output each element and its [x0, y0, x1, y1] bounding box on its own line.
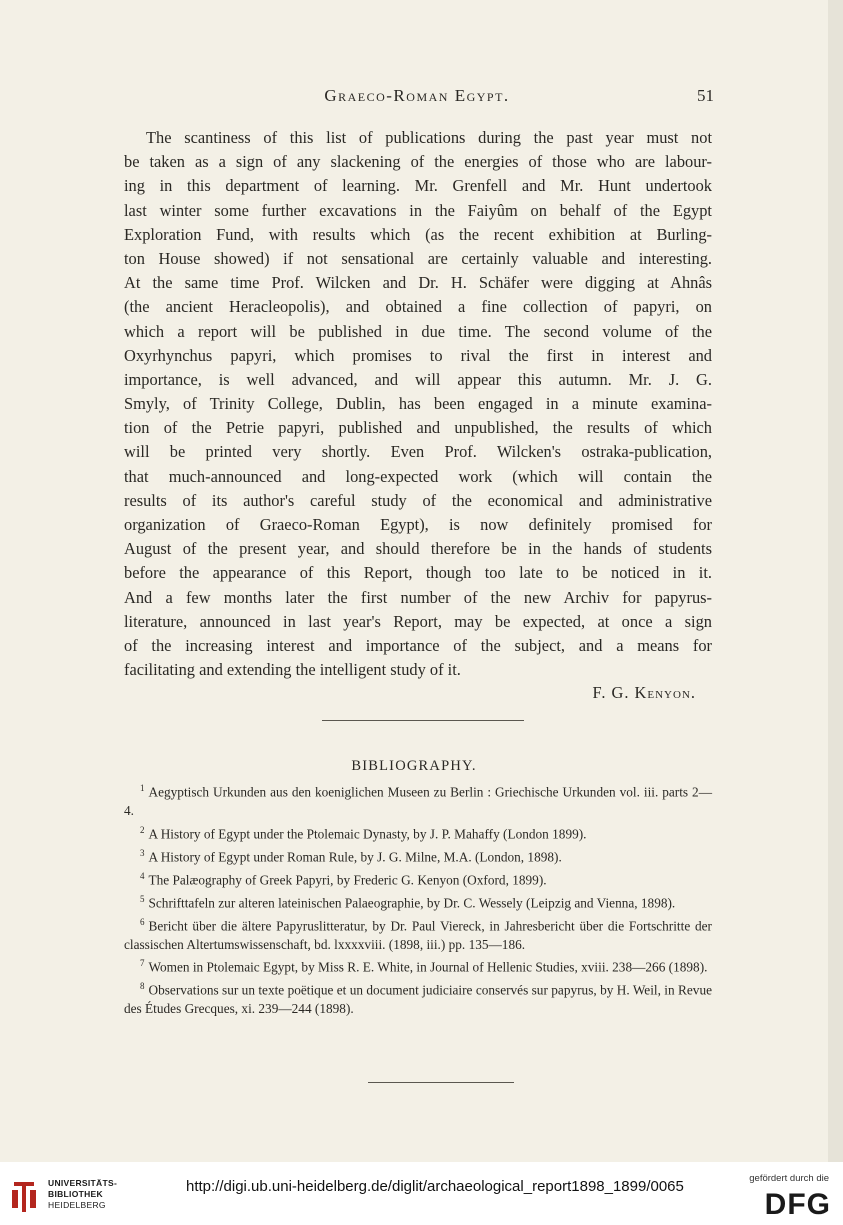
running-title: Graeco-Roman Egypt.: [324, 86, 510, 105]
funded-by-label: gefördert durch die: [749, 1173, 829, 1184]
text-line: before the appearance of this Report, though too late to be noticed in it.: [124, 563, 712, 583]
page-edge: [828, 0, 843, 1162]
bibliography-entry: [124, 844, 712, 867]
entry-number: 3: [140, 847, 145, 858]
text-line: August of the present year, and should therefore be in the hands of students: [124, 539, 712, 559]
bibliography-entry: [124, 890, 712, 913]
bibliography-entry: [124, 821, 712, 844]
entry-number: 6: [140, 916, 145, 927]
end-divider: [368, 1082, 514, 1083]
text-line: be taken as a sign of any slackening of the energies of those who are labour-: [124, 152, 712, 172]
text-line: Smyly, of Trinity College, Dublin, has been engaged in a minute examina-: [124, 394, 712, 414]
body-paragraph: [124, 126, 712, 682]
entry-text: A History of Egypt under Roman Rule, by J. G. Milne, M.A. (London, 1898).: [148, 849, 562, 865]
author-signature: F. G. Kenyon.: [592, 683, 696, 702]
entry-text: Aegyptisch Urkunden aus den koeniglichen Museen zu Berlin : Griechische Urkunden vol. iii. parts 2—4.: [124, 784, 712, 819]
entry-text: Women in Ptolemaic Egypt, by Miss R. E. White, in Journal of Hellenic Studies, xviii. 238—266 (1898).: [148, 959, 708, 975]
text-line: tion of the Petrie papyri, published and unpublished, the results of which: [124, 418, 712, 438]
text-line: importance, is well advanced, and will appear this autumn. Mr. J. G.: [124, 369, 712, 389]
library-name-line: UNIVERSITÄTS-: [48, 1178, 118, 1188]
entry-text: Schrifttafeln zur alteren lateinischen Palaeographie, by Dr. C. Wessely (Leipzig and Vienna, 1898).: [148, 895, 676, 911]
entry-number: 4: [140, 870, 145, 881]
digitization-footer: [0, 1162, 843, 1225]
dfg-logo: DFG: [764, 1188, 831, 1221]
entry-number: 7: [140, 958, 145, 969]
entry-number: 5: [140, 893, 145, 904]
text-line: results of its author's careful study of the economical and administrative: [124, 490, 712, 510]
library-logo-icon: [6, 1178, 42, 1216]
bibliography-entry: [124, 954, 712, 977]
bibliography-entry: [124, 779, 712, 821]
text-line: Oxyrhynchus papyri, which promises to rival the first in interest and: [124, 345, 712, 365]
text-line: (the ancient Heracleopolis), and obtained a fine collection of papyri, on: [124, 297, 712, 317]
text-line: organization of Graeco-Roman Egypt), is now definitely promised for: [124, 515, 712, 534]
text-line: literature, announced in last year's Report, may be expected, at once a sign: [124, 611, 712, 631]
source-url-link[interactable]: http://digi.ub.uni-heidelberg.de/diglit/archaeological_report1898_1899/0065: [186, 1178, 684, 1195]
text-line: ton House showed) if not sensational are certainly valuable and interesting.: [124, 248, 712, 268]
library-name-line: BIBLIOTHEK: [48, 1189, 103, 1199]
bibliography-entry: [124, 977, 712, 1019]
library-name: [48, 1178, 117, 1211]
page-number: 51: [697, 86, 714, 105]
bibliography-heading: BIBLIOGRAPHY.: [351, 758, 477, 774]
text-line: last winter some further excavations in the Faiyûm on behalf of the Egypt: [124, 200, 712, 220]
text-line: Exploration Fund, with results which (as the recent exhibition at Burling-: [124, 224, 712, 244]
bibliography-list: [124, 779, 712, 1019]
text-line: And a few months later the first number of the new Archiv for papyrus-: [124, 587, 712, 607]
entry-text: Observations sur un texte poëtique et un document judiciaire conservés sur papyrus, by H. Weil, in Revue des Études Grecques, xi. 239—244 (1898).: [124, 982, 712, 1017]
entry-number: 1: [140, 783, 145, 793]
library-name-line: HEIDELBERG: [48, 1200, 106, 1210]
text-line: The scantiness of this list of publications during the past year must not: [146, 128, 712, 147]
bibliography-entry: [124, 913, 712, 955]
text-line: that much-announced and long-expected work (which will contain the: [124, 466, 712, 486]
running-head: [120, 86, 714, 112]
section-divider: [322, 720, 524, 721]
entry-text: A History of Egypt under the Ptolemaic Dynasty, by J. P. Mahaffy (London 1899).: [148, 826, 587, 842]
entry-number: 2: [140, 824, 145, 835]
entry-number: 8: [140, 981, 145, 992]
text-line: which a report will be published in due time. The second volume of the: [124, 321, 712, 341]
bibliography-entry: [124, 867, 712, 890]
text-line: At the same time Prof. Wilcken and Dr. H. Schäfer were digging at Ahnâs: [124, 273, 712, 293]
text-line: facilitating and extending the intelligent study of it.: [124, 660, 461, 680]
entry-text: Bericht über die ältere Papyruslitteratur, by Dr. Paul Viereck, in Jahresbericht über die Fortschritte der classischen Altertumswissenschaft, bd. lxxxxviii. (1898, iii.) pp. 135—186.: [124, 918, 712, 952]
text-line: will be printed very shortly. Even Prof. Wilcken's ostraka-publication,: [124, 442, 712, 462]
text-line: ing in this department of learning. Mr. Grenfell and Mr. Hunt undertook: [124, 176, 712, 196]
text-line: of the increasing interest and importance of the subject, and a means for: [124, 635, 712, 655]
entry-text: The Palæography of Greek Papyri, by Frederic G. Kenyon (Oxford, 1899).: [148, 872, 547, 888]
